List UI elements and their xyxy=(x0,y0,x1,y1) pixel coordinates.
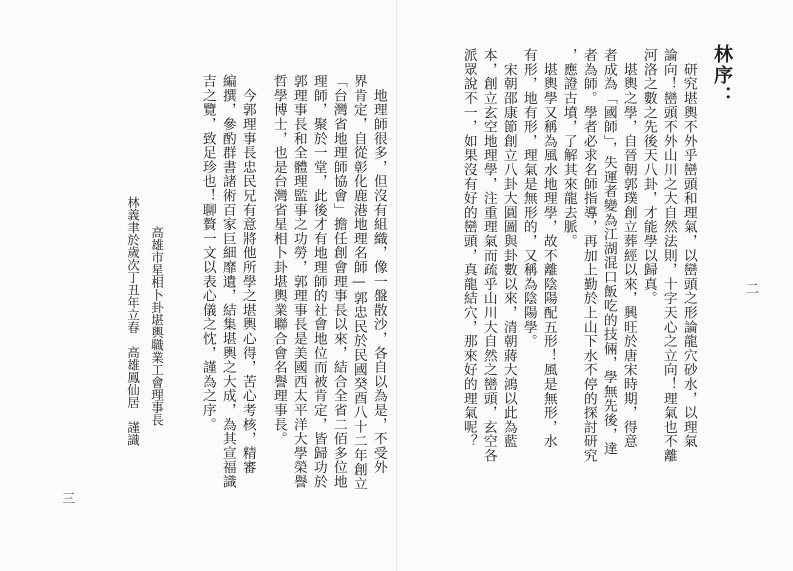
text-column: 論向！巒頭不外山川之大自然法則，十字天心之立向！理氣也不離 xyxy=(660,48,677,463)
text-column: 有形，地有形，理氣是無形的，又稱為陰陽學。 xyxy=(520,48,537,349)
text-column: 哲學博士，也是台灣省星相卜卦堪輿業聯合會名譽理事長。 xyxy=(270,74,287,446)
text-column: 吉之覽，致足珍也！聊贅一文以表心儀之忱，謹為之序。 xyxy=(199,74,216,432)
preface-title: 林序： xyxy=(711,44,733,107)
page-number: 二 xyxy=(746,282,760,297)
text-column: 派眾說不一，如果沒有好的巒頭，真龍結穴，那來好的理氣呢？ xyxy=(460,48,477,449)
text-column: 郭理事長和全體理監事之功勞，郭理事長是美國西太平洋大學榮譽 xyxy=(290,74,307,489)
text-column: 者成為「國師」，失運者變為江湖混口飯吃的技倆，學無先後，達 xyxy=(600,48,617,456)
text-column: 今郭理事長忠民兄有意將他所學之堪輿心得，苦心考核，精審 xyxy=(239,74,256,475)
text-column: 本，創立玄空地理學，注重理氣而疏乎山川大自然之巒頭，玄空各 xyxy=(480,48,497,463)
text-column: ，應證古墳，了解其來龍去脈。 xyxy=(560,48,577,249)
text-column: 研究堪輿不外乎巒頭和理氣，以巒頭之形論龍穴砂水，以理氣 xyxy=(680,48,697,449)
text-column: 界肯定，自從彰化鹿港地理名師—郭忠民於民國癸酉八十二年創立 xyxy=(350,74,367,491)
text-column: 者為師。學者必求名師指導，再加上勤於上山下水不停的探討研究 xyxy=(580,48,597,463)
text-column: 河洛之數之先後天八卦，才能學以歸真。 xyxy=(640,48,657,306)
text-column: 堪輿學又稱為風水地理學，故不離陰陽配五形！風是無形，水 xyxy=(540,48,557,449)
text-column: 地理師很多，但沒有組織，像一盤散沙，各自以為是，不受外 xyxy=(370,74,387,475)
text-column: 宋朝邵康節創立八卦大圓圖與卦數以來，清朝蔣大鴻以此為藍 xyxy=(500,48,517,449)
text-column: 編撰，參酌群書諸術百家巨細靡遺，結集堪輿之大成，為其宣福識 xyxy=(219,74,236,489)
text-column: 堪輿之學，自晉朝郭璞創立葬經以來，興旺於唐宋時期，得意 xyxy=(620,48,637,449)
signature-line: 林義聿於歲次丁丑年立春 高雄鳳仙居 謹識 xyxy=(125,196,141,446)
page-number: 三 xyxy=(62,492,76,507)
text-column: 「台灣省地理師協會」擔任創會理事長以來，結合全省二佰多位地 xyxy=(330,74,347,489)
text-column: 理師，聚於一堂，此後才有地理師的社會地位而被肯定，皆歸功於 xyxy=(310,74,327,489)
signature-title: 高雄市星相卜卦堪輿職業工會理事長 xyxy=(149,226,165,426)
